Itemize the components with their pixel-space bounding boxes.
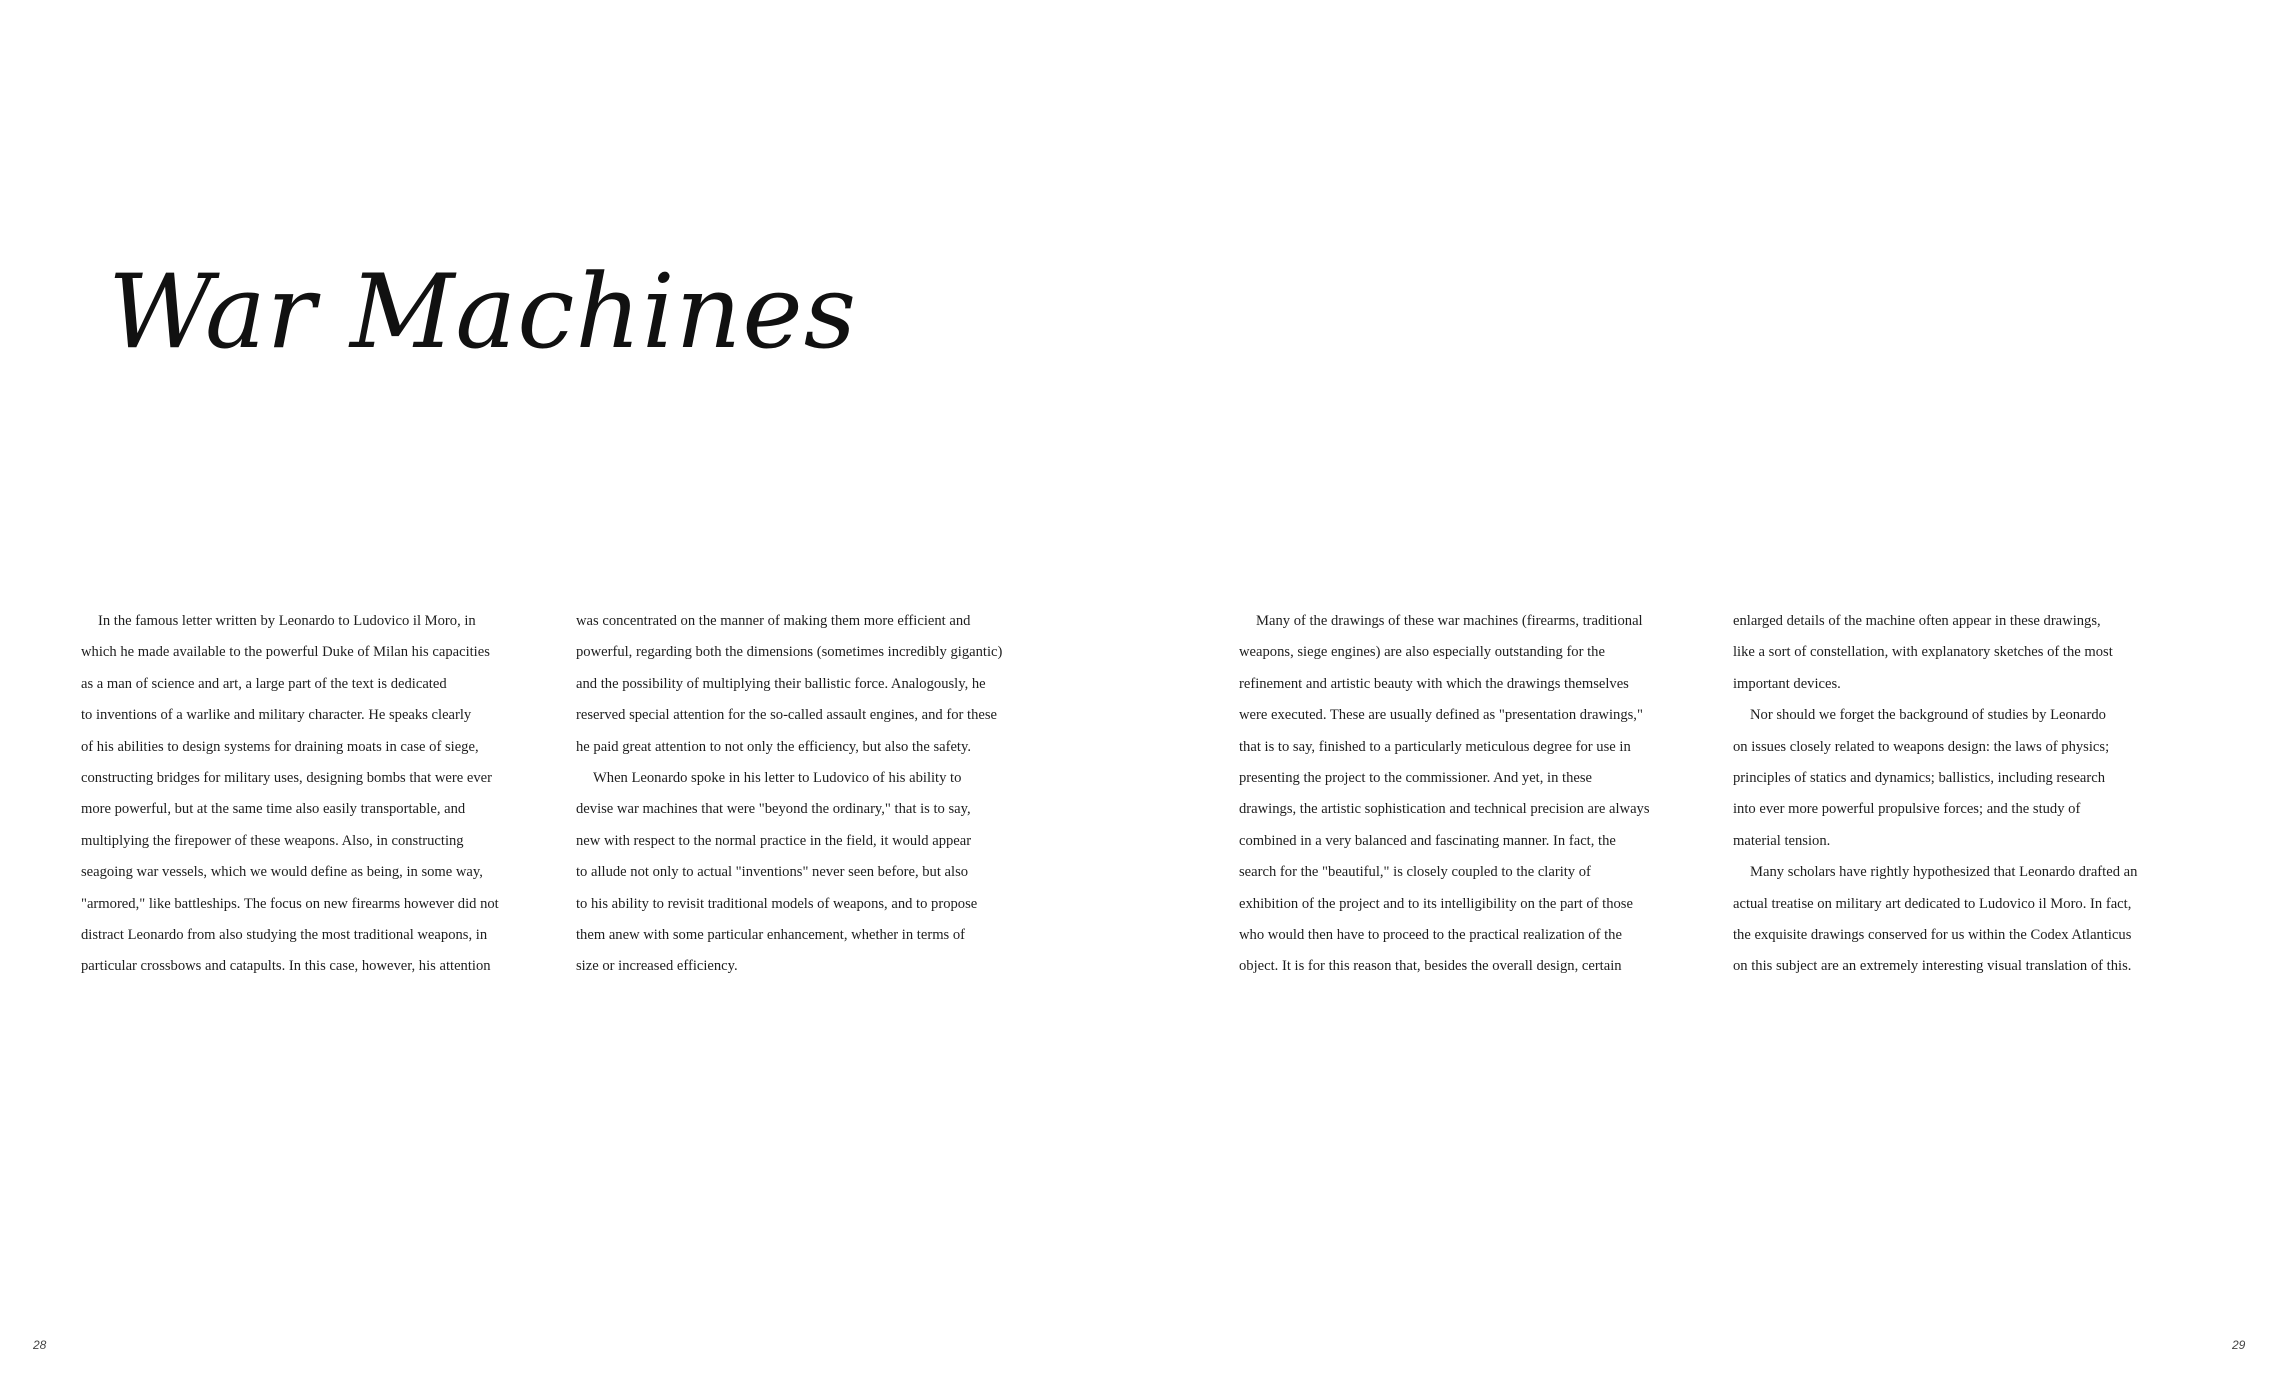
text-line: weapons, siege engines) are also especially outstanding for the [1239,644,1605,661]
text-column-3 [1239,606,1704,983]
text-line: into ever more powerful propulsive forces; and the study of [1733,801,2081,818]
text-line: search for the "beautiful," is closely coupled to the clarity of [1239,864,1591,881]
text-line: reserved special attention for the so-called assault engines, and for these [576,707,998,724]
text-line: exhibition of the project and to its intelligibility on the part of those [1239,895,1633,912]
text-line: actual treatise on military art dedicated to Ludovico il Moro. In fact, [1733,895,2132,912]
text-line: seagoing war vessels, which we would define as being, in some way, [81,864,483,881]
page-number-left: 28 [33,1338,47,1352]
text-line: was concentrated on the manner of making them more efficient and [576,613,971,629]
text-line: and the possibility of multiplying their ballistic force. Analogously, he [576,675,986,692]
text-line: refinement and artistic beauty with which the drawings themselves [1239,675,1629,692]
text-line: constructing bridges for military uses, designing bombs that were ever [81,770,492,787]
text-line: to his ability to revisit traditional models of weapons, and to propose [576,895,978,912]
text-line: he paid great attention to not only the efficiency, but also the safety. [576,738,971,755]
text-line: presenting the project to the commissioner. And yet, in these [1239,770,1593,787]
text-line: "armored," like battleships. The focus on new firearms however did not [81,895,499,912]
text-line: on this subject are an extremely interesting visual translation of this. [1733,958,2132,975]
text-line: combined in a very balanced and fascinating manner. In fact, the [1239,832,1616,849]
text-column-2 [576,606,1036,983]
text-line: drawings, the artistic sophistication and technical precision are always [1239,801,1650,818]
text-line: new with respect to the normal practice in the field, it would appear [576,832,972,849]
text-line: distract Leonardo from also studying the most traditional weapons, in [81,927,488,944]
page-number-right: 29 [2232,1338,2246,1352]
text-line: were executed. These are usually defined as "presentation drawings," [1239,707,1643,724]
text-line: particular crossbows and catapults. In this case, however, his attention [81,958,491,975]
chapter-title: War Machines [108,253,858,372]
text-line: to allude not only to actual "inventions" never seen before, but also [576,864,969,881]
text-line: Many scholars have rightly hypothesized that Leonardo drafted an [1750,864,2138,881]
text-line: on issues closely related to weapons design: the laws of physics; [1733,738,2110,755]
text-line: to inventions of a warlike and military character. He speaks clearly [81,707,472,724]
text-line: as a man of science and art, a large part of the text is dedicated [81,675,447,692]
text-line: like a sort of constellation, with explanatory sketches of the most [1733,644,2113,661]
text-line: that is to say, finished to a particularly meticulous degree for use in [1239,738,1631,755]
text-line: them anew with some particular enhancement, whether in terms of [576,927,966,944]
text-line: object. It is for this reason that, besides the overall design, certain [1239,958,1622,975]
text-column-1 [81,606,541,983]
text-line: In the famous letter written by Leonardo to Ludovico il Moro, in [98,613,476,629]
text-line: enlarged details of the machine often appear in these drawings, [1733,613,2101,629]
text-column-4 [1733,606,2198,983]
text-line: size or increased efficiency. [576,958,738,975]
text-line: Many of the drawings of these war machines (firearms, traditional [1256,613,1643,629]
text-line: principles of statics and dynamics; ballistics, including research [1733,770,2106,787]
text-line: who would then have to proceed to the practical realization of the [1239,927,1622,944]
text-line: When Leonardo spoke in his letter to Ludovico of his ability to [593,770,962,787]
text-line: more powerful, but at the same time also easily transportable, and [81,801,466,818]
text-line: multiplying the firepower of these weapons. Also, in constructing [81,832,464,849]
text-line: devise war machines that were "beyond the ordinary," that is to say, [576,801,971,818]
text-line: the exquisite drawings conserved for us within the Codex Atlanticus [1733,927,2132,944]
text-line: material tension. [1733,832,1831,849]
text-line: powerful, regarding both the dimensions (sometimes incredibly gigantic) [576,644,1003,661]
text-line: important devices. [1733,675,1841,692]
text-line: of his abilities to design systems for draining moats in case of siege, [81,738,479,755]
text-line: Nor should we forget the background of studies by Leonardo [1750,707,2106,724]
text-line: which he made available to the powerful Duke of Milan his capacities [81,644,490,661]
